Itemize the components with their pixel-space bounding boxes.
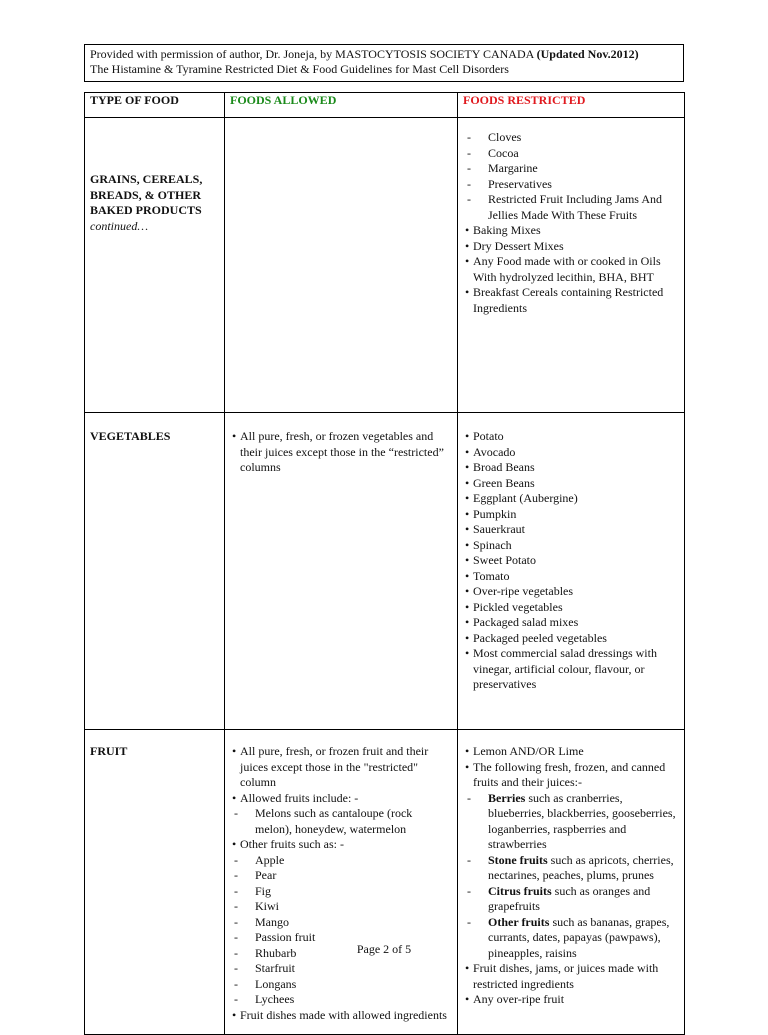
item-text: such as cranberries, blueberries, blackberries, gooseberries, loganberries, raspberries and strawberries <box>488 790 676 851</box>
item-text: Potato <box>473 429 504 443</box>
item-text: Melons such as cantaloupe (rock melon), honeydew, watermelon <box>255 806 413 836</box>
col-header-restricted: FOODS RESTRICTED <box>458 93 685 118</box>
item-text: All pure, fresh, or frozen vegetables and their juices except those in the “restricted” columns <box>240 429 444 474</box>
item-keyword: Other fruits <box>488 914 550 929</box>
item-text: Any over-ripe fruit <box>473 992 565 1006</box>
list-item <box>230 961 452 977</box>
list-item <box>463 961 679 992</box>
item-text: Kiwi <box>255 899 279 913</box>
list-item <box>230 853 452 869</box>
item-text: Lemon AND/OR Lime <box>473 744 584 758</box>
food-type-grains: GRAINS, CEREALS, BREADS, & OTHER BAKED PRODUCTS <box>90 172 203 217</box>
page-number: Page 2 of 5 <box>356 942 412 956</box>
item-text: such as bananas, grapes, currants, dates, papayas (pawpaws), pineapples, raisins <box>488 914 670 960</box>
document-header <box>84 44 684 82</box>
list-item <box>230 884 452 900</box>
item-text: Fig <box>255 883 272 898</box>
header-line-1 <box>90 47 678 62</box>
list-item <box>463 161 679 177</box>
allowed-cell <box>225 730 458 1035</box>
diet-table <box>84 92 685 1035</box>
item-text: Cloves <box>488 130 522 144</box>
item-text: All pure, fresh, or frozen fruit and their juices except those in the "restricted" column <box>240 744 429 789</box>
food-type-cell <box>85 413 225 730</box>
item-text: Longans <box>255 976 297 991</box>
item-text: Fruit dishes, jams, or juices made with restricted ingredients <box>473 961 659 991</box>
list-item <box>463 429 679 445</box>
allowed-cell <box>225 118 458 413</box>
list-item <box>230 992 452 1008</box>
table-row <box>85 118 685 413</box>
list-item <box>463 553 679 569</box>
item-text: Preservatives <box>488 176 552 191</box>
table-row <box>85 730 685 1035</box>
item-text: Apple <box>255 852 285 867</box>
list-item <box>463 476 679 492</box>
item-text: Breakfast Cereals containing Restricted Ingredients <box>473 285 664 315</box>
item-text: such as apricots, cherries, nectarines, peaches, plums, prunes <box>488 852 674 882</box>
list-item <box>463 584 679 600</box>
item-text: Over-ripe vegetables <box>473 584 574 598</box>
item-keyword: Berries <box>488 790 526 805</box>
table-row <box>85 413 685 730</box>
list-item <box>463 884 679 915</box>
restricted-cell <box>458 118 685 413</box>
list-item <box>463 569 679 585</box>
list-item <box>463 445 679 461</box>
list-item <box>230 806 452 837</box>
list-item <box>463 791 679 853</box>
item-text: Starfruit <box>255 961 295 975</box>
item-text: Margarine <box>488 161 538 175</box>
list-item <box>463 538 679 554</box>
food-type-cell <box>85 730 225 1035</box>
list-item <box>463 223 679 239</box>
list-item <box>463 744 679 760</box>
item-keyword: Stone fruits <box>488 852 548 867</box>
restricted-cell <box>458 413 685 730</box>
item-text: Green Beans <box>473 475 535 490</box>
item-text: Cocoa <box>488 145 519 160</box>
restricted-list-vegetables <box>463 429 679 693</box>
list-item <box>463 522 679 538</box>
list-item <box>463 760 679 791</box>
item-text: such as oranges and grapefruits <box>488 883 651 913</box>
list-item <box>463 177 679 193</box>
list-item <box>230 899 452 915</box>
list-item <box>463 992 679 1008</box>
list-item <box>463 254 679 285</box>
item-text: Packaged peeled vegetables <box>473 630 607 645</box>
list-item <box>463 631 679 647</box>
allowed-list-fruit <box>230 744 452 1023</box>
restricted-list-grains <box>463 130 679 316</box>
item-text: Most commercial salad dressings with vinegar, artificial colour, flavour, or preservatives <box>473 646 657 691</box>
item-text: Eggplant (Aubergine) <box>473 491 578 505</box>
allowed-cell <box>225 413 458 730</box>
item-text: Rhubarb <box>255 945 297 960</box>
list-item <box>463 146 679 162</box>
item-text: The following fresh, frozen, and canned fruits and their juices:- <box>473 759 666 789</box>
item-text: Pickled vegetables <box>473 599 563 614</box>
food-type-fruit: FRUIT <box>90 744 128 758</box>
restricted-list-fruit <box>463 744 679 1008</box>
col-header-type: TYPE OF FOOD <box>85 93 225 118</box>
item-text: Broad Beans <box>473 460 535 474</box>
updated-date: (Updated Nov.2012) <box>536 47 639 61</box>
restricted-cell <box>458 730 685 1035</box>
list-item <box>230 429 452 476</box>
item-text: Pumpkin <box>473 506 517 521</box>
allowed-list-vegetables <box>230 429 452 476</box>
list-item <box>463 192 679 223</box>
list-item <box>463 600 679 616</box>
item-text: Lychees <box>255 992 295 1006</box>
list-item <box>463 239 679 255</box>
item-text: Sauerkraut <box>473 522 525 536</box>
list-item <box>230 868 452 884</box>
list-item <box>230 977 452 993</box>
item-text: Other fruits such as: - <box>240 837 344 851</box>
item-text: Sweet Potato <box>473 553 536 567</box>
item-text: Restricted Fruit Including Jams And Jellies Made With These Fruits <box>488 192 662 222</box>
list-item <box>463 853 679 884</box>
item-text: Packaged salad mixes <box>473 615 579 629</box>
list-item <box>463 130 679 146</box>
item-text: Any Food made with or cooked in Oils With hydrolyzed lecithin, BHA, BHT <box>473 254 661 284</box>
item-text: Spinach <box>473 537 512 552</box>
list-item <box>230 837 452 853</box>
list-item <box>463 507 679 523</box>
list-item <box>230 744 452 791</box>
table-header-row <box>85 93 685 118</box>
list-item <box>230 915 452 931</box>
item-text: Mango <box>255 914 289 929</box>
item-text: Tomato <box>473 568 510 583</box>
list-item <box>463 491 679 507</box>
item-text: Dry Dessert Mixes <box>473 238 564 253</box>
item-text: Baking Mixes <box>473 223 541 237</box>
continued-note: continued… <box>90 218 148 233</box>
list-item <box>230 1008 452 1024</box>
item-keyword: Citrus fruits <box>488 883 552 898</box>
list-item <box>463 615 679 631</box>
item-text: Passion fruit <box>255 930 316 944</box>
item-text: Fruit dishes made with allowed ingredients <box>240 1007 447 1022</box>
list-item <box>463 646 679 693</box>
header-line-2: The Histamine & Tyramine Restricted Diet & Food Guidelines for Mast Cell Disorders <box>90 62 509 76</box>
item-text: Avocado <box>473 444 516 459</box>
list-item <box>463 460 679 476</box>
list-item <box>463 285 679 316</box>
food-type-vegetables: VEGETABLES <box>90 429 171 443</box>
col-header-allowed: FOODS ALLOWED <box>225 93 458 118</box>
header-attribution: Provided with permission of author, Dr. Joneja, by MASTOCYTOSIS SOCIETY CANADA <box>90 47 537 61</box>
food-type-cell <box>85 118 225 413</box>
item-text: Allowed fruits include: - <box>240 790 359 805</box>
list-item <box>230 791 452 807</box>
item-text: Pear <box>255 868 277 882</box>
